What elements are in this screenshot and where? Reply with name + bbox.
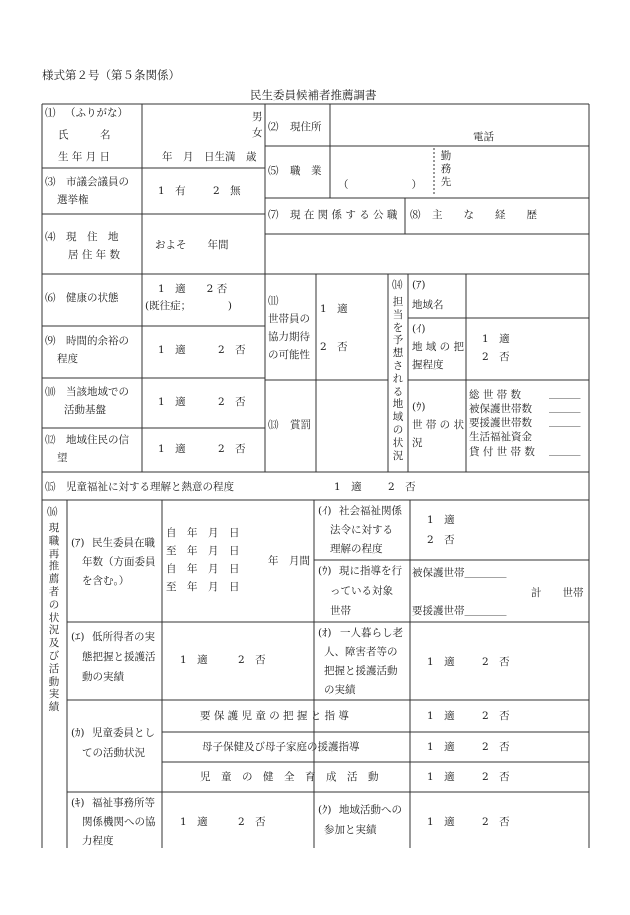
sec14b-num: (ｲ)	[412, 323, 426, 335]
sec13-num: ⒀	[268, 419, 279, 431]
child-committee-label-1: 児童委員とし	[92, 727, 155, 739]
guidance-label-1: 現に指導を行	[339, 565, 402, 577]
area-name-label: 地域名	[412, 299, 444, 311]
child-activity-row: 児 童 の 健 全 育 成 活 動	[200, 771, 379, 783]
base-opt-2[interactable]: 2 否	[218, 396, 246, 408]
term-row: 自 年 月 日	[166, 563, 240, 575]
guidance-line-1[interactable]: 被保護世帯＿＿＿＿	[412, 567, 507, 579]
area-grasp-opt-1[interactable]: 1 適	[482, 333, 510, 345]
household-blank[interactable]: ＿＿＿	[549, 445, 581, 457]
public-office-label: 現 在 関 係 す る 公 職	[290, 209, 398, 221]
trust-opt-2[interactable]: 2 否	[218, 443, 246, 455]
elderly-label-2: 人、障害者等の	[324, 646, 398, 658]
family-label-3: の可能性	[268, 349, 310, 361]
form-number: 様式第２号（第５条関係）	[42, 68, 180, 82]
name-label: 氏 名	[58, 129, 111, 141]
child-welfare-label: 児童福祉に対する理解と熱意の程度	[66, 481, 234, 493]
male-option[interactable]: 男	[252, 111, 263, 123]
sec6-num: ⑹	[45, 292, 56, 304]
voting-label-2: 選挙権	[57, 194, 89, 206]
agency-opt-2[interactable]: 2 否	[238, 816, 266, 828]
household-blank[interactable]: ＿＿＿	[549, 402, 581, 414]
child-activity-opt-1[interactable]: 1 適	[427, 741, 455, 753]
trust-opt-1[interactable]: 1 適	[158, 443, 186, 455]
agency-label-3: 力程度	[82, 835, 114, 847]
residence-value: およそ 年間	[155, 239, 229, 251]
child-activity-opt-2[interactable]: 2 否	[482, 710, 510, 722]
law-label-1: 社会福祉関係	[339, 505, 402, 517]
birth-value: 年 月 日生満 歳	[162, 151, 257, 163]
health-label: 健康の状態	[66, 292, 119, 304]
household-row: 要援護世帯数	[469, 417, 532, 429]
elderly-label-3: 把握と援護活動	[324, 665, 398, 677]
household-status-label-2: 況	[412, 437, 423, 449]
workplace-label: 勤務先	[440, 150, 452, 188]
sec10-num: ⑽	[45, 386, 56, 398]
time-opt-2[interactable]: 2 否	[218, 344, 246, 356]
family-label-2: 協力期待	[268, 331, 310, 343]
tenure-label-2: 年数（方面委員	[82, 556, 156, 568]
child-activity-row: 母子保健及び母子家庭の援護指導	[202, 741, 360, 753]
family-opt-1[interactable]: 1 適	[320, 303, 348, 315]
area-grasp-label-1: 地 域 の 把	[412, 341, 465, 353]
family-label-1: 世帯員の	[268, 313, 310, 325]
voting-yes[interactable]: 1 有	[158, 185, 186, 197]
agency-label-1: 福祉事務所等	[92, 797, 155, 809]
sec14-num: ⒁	[392, 279, 403, 291]
sec5-num: ⑸	[268, 165, 279, 177]
area-vertical-label: 担当を予想される地域の状況	[392, 296, 404, 462]
sec4-num: ⑷	[45, 231, 56, 243]
female-option[interactable]: 女	[252, 127, 263, 139]
sec14a-num: (ｱ)	[412, 279, 426, 291]
term-total: 年 月間	[268, 555, 310, 567]
child-committee-label-2: ての活動状況	[82, 747, 145, 759]
child-activity-opt-2[interactable]: 2 否	[482, 771, 510, 783]
guidance-label-3: 世帯	[330, 605, 351, 617]
furigana-label: （ふりがな）	[65, 107, 128, 119]
tenure-label-3: を含む。）	[82, 575, 130, 587]
sec15-num: ⒂	[45, 481, 56, 493]
sec16ki-num: (ｷ)	[71, 797, 85, 809]
child-activity-row: 要 保 護 児 童 の 把 握 と 指 導	[200, 710, 349, 722]
sec8-num: ⑻	[410, 209, 421, 221]
community-opt-2[interactable]: 2 否	[482, 816, 510, 828]
law-label-3: 理解の程度	[330, 543, 383, 555]
sec2-num: ⑵	[268, 121, 279, 133]
household-row: 生活福祉資金	[469, 431, 532, 443]
agency-opt-1[interactable]: 1 適	[180, 816, 208, 828]
sec16u-num: (ｳ)	[318, 565, 332, 577]
sec16ka-num: (ｶ)	[71, 727, 85, 739]
health-options[interactable]: 1 適 2 否	[158, 283, 228, 295]
area-grasp-opt-2[interactable]: 2 否	[482, 351, 510, 363]
sec11-num: ⑾	[268, 295, 279, 307]
community-label-1: 地域活動への	[339, 804, 402, 816]
household-row: 総 世 帯 数	[469, 389, 522, 401]
voting-label-1: 市議会議員の	[66, 176, 129, 188]
lowincome-label-3: 動の実績	[82, 671, 124, 683]
child-activity-opt-2[interactable]: 2 否	[482, 741, 510, 753]
phone-label: 電話	[473, 131, 494, 143]
sec16i-num: (ｲ)	[318, 505, 332, 517]
lowincome-opt-1[interactable]: 1 適	[180, 654, 208, 666]
child-activity-opt-1[interactable]: 1 適	[427, 771, 455, 783]
area-grasp-label-2: 握程度	[412, 359, 444, 371]
incumbent-vertical-label: 現職再推薦者の状況及び活動実績	[48, 522, 60, 714]
tenure-label-1: 民生委員在職	[92, 537, 155, 549]
birth-label: 生 年 月 日	[58, 151, 111, 163]
household-blank[interactable]: ＿＿＿	[549, 416, 581, 428]
family-opt-2[interactable]: 2 否	[320, 341, 348, 353]
occupation-paren: （ ）	[338, 179, 422, 191]
base-label-2: 活動基盤	[64, 404, 106, 416]
residence-label-1: 現 住 地	[66, 231, 119, 243]
address-label: 現住所	[290, 121, 322, 133]
lowincome-label-1: 低所得者の実	[92, 631, 155, 643]
term-row: 至 年 月 日	[166, 581, 240, 593]
elderly-label-1: 一人暮らし老	[340, 627, 403, 639]
elderly-label-4: の実績	[324, 684, 356, 696]
elderly-opt-1[interactable]: 1 適	[427, 656, 455, 668]
agency-label-2: 関係機関への協	[82, 816, 156, 828]
guidance-label-2: っている対象	[330, 585, 393, 597]
child-welfare-opt-1[interactable]: 1 適	[334, 481, 362, 493]
sec12-num: ⑿	[45, 434, 56, 446]
page-title: 民生委員候補者推薦調書	[250, 88, 377, 102]
sec16a-num: (ｱ)	[71, 537, 85, 549]
law-label-2: 法令に対する	[330, 524, 393, 536]
occupation-label: 職 業	[290, 165, 322, 177]
trust-label-1: 地域住民の信	[66, 434, 129, 446]
household-blank[interactable]: ＿＿＿	[549, 388, 581, 400]
lowincome-opt-2[interactable]: 2 否	[238, 654, 266, 666]
sec16e-num: (ｴ)	[71, 631, 85, 643]
voting-no[interactable]: 2 無	[213, 185, 241, 197]
law-opt-2[interactable]: 2 否	[427, 534, 455, 546]
time-label-2: 程度	[57, 353, 78, 365]
household-row: 貸 付 世 帯 数	[469, 446, 535, 458]
sec9-num: ⑼	[45, 335, 56, 347]
law-opt-1[interactable]: 1 適	[427, 514, 455, 526]
lowincome-label-2: 態把握と援護活	[82, 651, 156, 663]
sec3-num: ⑶	[45, 176, 56, 188]
time-label-1: 時間的余裕の	[66, 335, 129, 347]
guidance-line-2[interactable]: 要援護世帯＿＿＿＿	[412, 605, 507, 617]
sec14c-num: (ｳ)	[412, 401, 426, 413]
term-row: 自 年 月 日	[166, 527, 240, 539]
household-row: 被保護世帯数	[469, 403, 532, 415]
trust-label-2: 望	[57, 452, 68, 464]
elderly-opt-2[interactable]: 2 否	[482, 656, 510, 668]
residence-label-2: 居 住 年 数	[68, 249, 121, 261]
term-row: 至 年 月 日	[166, 545, 240, 557]
child-activity-opt-1[interactable]: 1 適	[427, 710, 455, 722]
time-opt-1[interactable]: 1 適	[158, 344, 186, 356]
sec16ku-num: (ｸ)	[318, 804, 332, 816]
community-opt-1[interactable]: 1 適	[427, 816, 455, 828]
community-label-2: 参加と実績	[324, 824, 377, 836]
household-status-label-1: 世 帯 の 状	[412, 419, 465, 431]
awards-label: 賞罰	[290, 419, 311, 431]
child-welfare-opt-2[interactable]: 2 否	[388, 481, 416, 493]
sec7-num: ⑺	[268, 209, 279, 221]
health-note: (既往症； )	[145, 300, 232, 312]
sec16-num: ⒃	[47, 506, 58, 518]
sec16o-num: (ｵ)	[318, 627, 332, 639]
guidance-total: 計 世帯	[531, 587, 584, 599]
base-opt-1[interactable]: 1 適	[158, 396, 186, 408]
base-label-1: 当該地域での	[66, 386, 129, 398]
career-label: 主 な 経 歴	[432, 209, 537, 221]
sec1-num: ⑴	[45, 107, 56, 119]
